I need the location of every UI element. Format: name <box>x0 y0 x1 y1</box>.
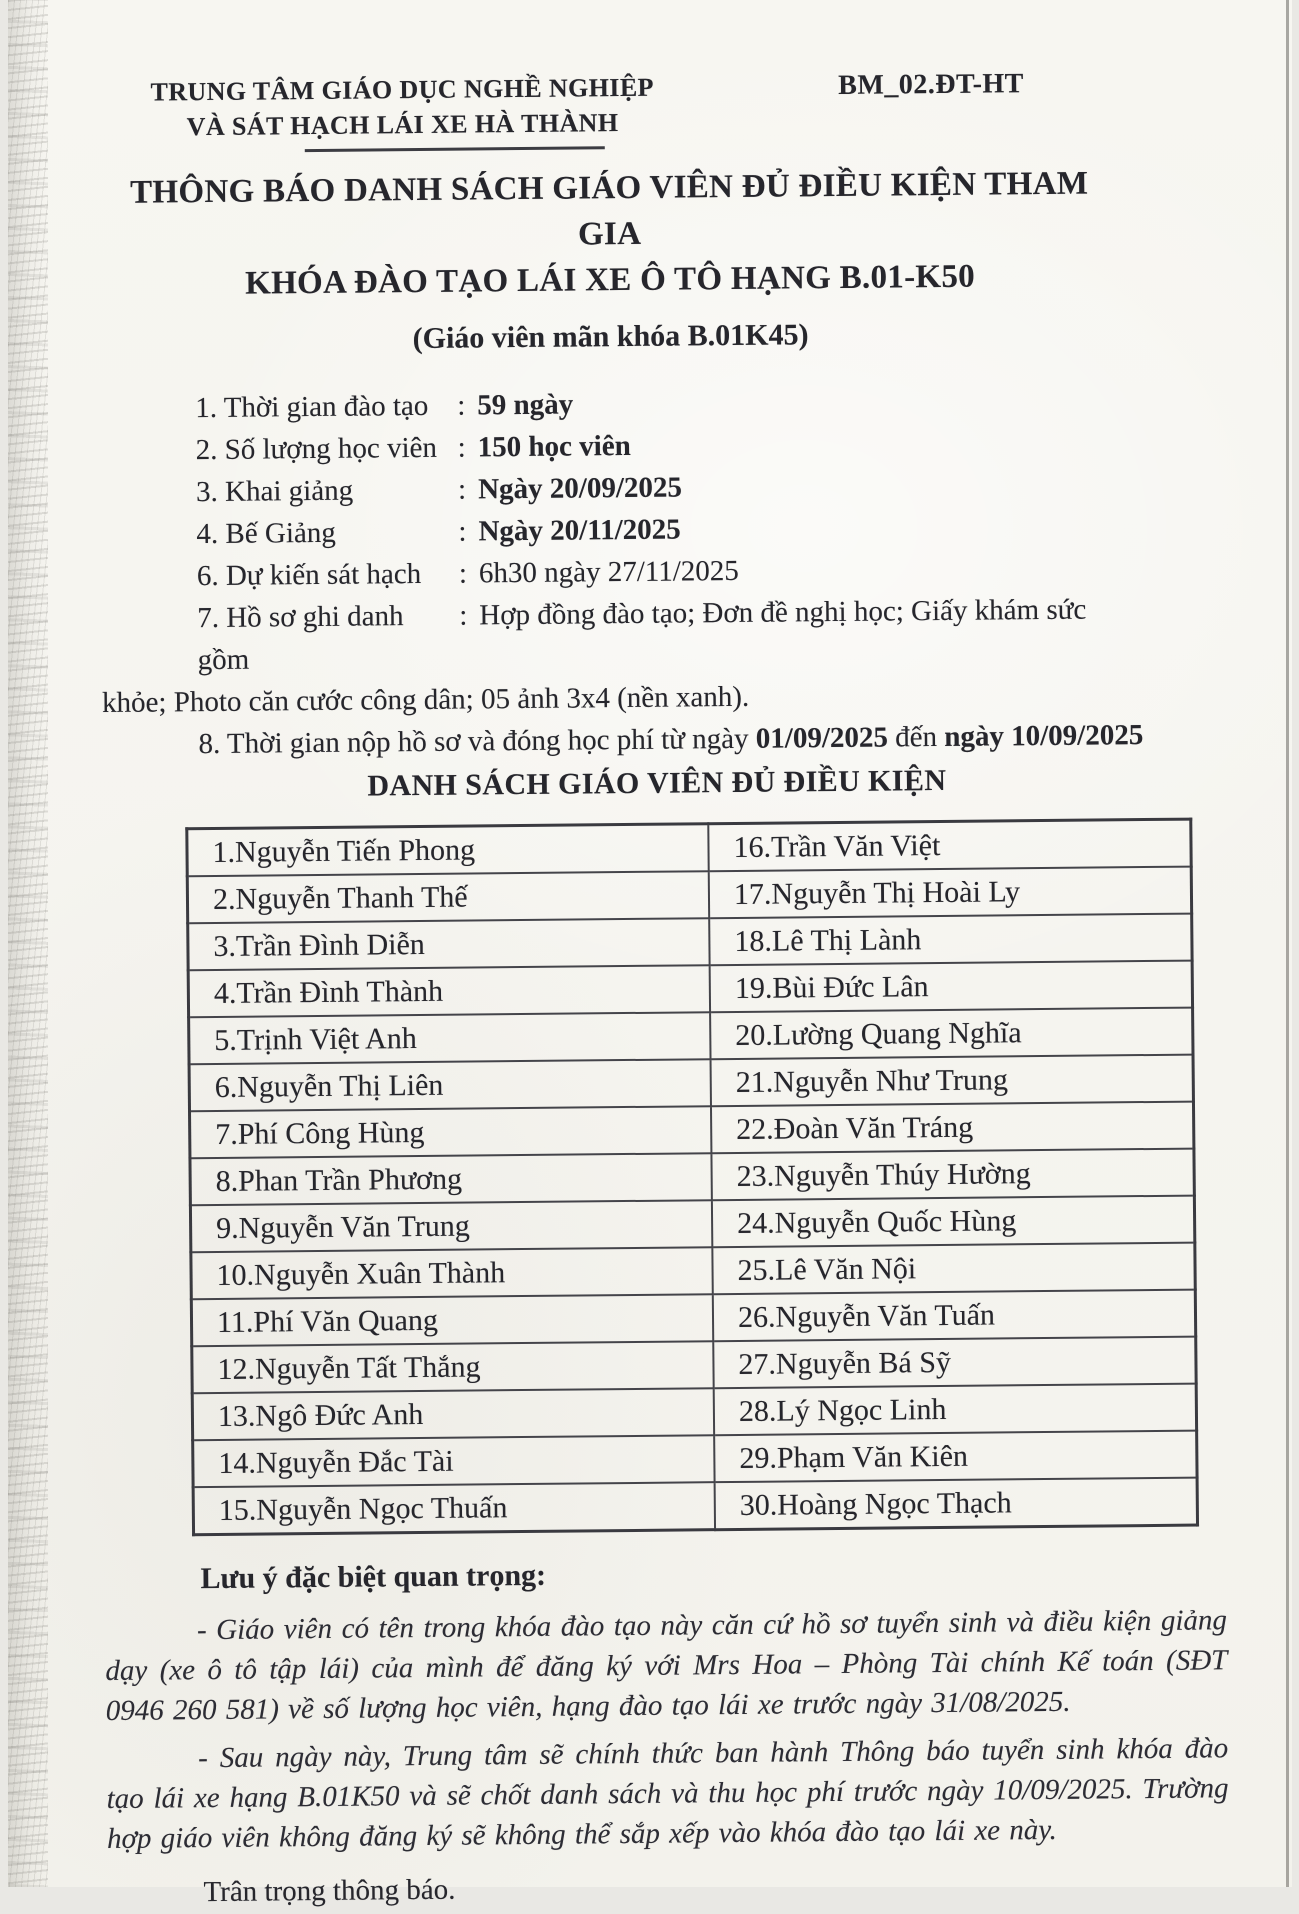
teacher-name-cell: 10.Nguyễn Xuân Thành <box>190 1247 712 1299</box>
table-row <box>193 1478 1197 1535</box>
info-documents-wrap-line: khỏe; Photo căn cước công dân; 05 ảnh 3x4 (nền xanh). <box>101 680 749 720</box>
info-label: 2. Số lượng học viên <box>195 431 437 467</box>
teacher-table-body <box>186 819 1197 1535</box>
teacher-name-cell: 17.Nguyễn Thị Hoài Ly <box>708 867 1191 919</box>
note-paragraph-2: - Sau ngày này, Trung tâm sẽ chính thức ban hành Thông báo tuyển sinh khóa đào tạo lái xe hạng B.01K50 và sẽ chốt danh sách và thu học phí trước ngày 10/09/2025. Trường hợp giáo viên không đăng ký sẽ không thể sắp xếp vào khóa đào tạo lái xe này. <box>105 1732 1229 1856</box>
info-label: 6. Dự kiến sát hạch <box>196 557 421 593</box>
teacher-name-cell: 23.Nguyễn Thúy Hường <box>711 1149 1194 1201</box>
notice-subtitle: (Giáo viên mãn khóa B.01K45) <box>412 318 809 356</box>
teacher-name-cell: 21.Nguyễn Như Trung <box>710 1055 1193 1107</box>
teacher-name-cell: 2.Nguyễn Thanh Thế <box>187 871 709 923</box>
info-separator: : <box>458 599 467 632</box>
notice-title-line2: KHÓA ĐÀO TẠO LÁI XE Ô TÔ HẠNG B.01-K50 <box>244 258 975 302</box>
teacher-name-cell: 9.Nguyễn Văn Trung <box>190 1200 712 1252</box>
teacher-name-cell: 3.Trần Đình Diễn <box>187 918 709 970</box>
info-label: 7. Hồ sơ ghi danh gồm <box>196 600 404 677</box>
info-row-documents <box>197 587 1216 681</box>
organization-name-line2: VÀ SÁT HẠCH LÁI XE HÀ THÀNH <box>186 108 619 142</box>
info-separator: : <box>457 473 466 506</box>
notice-title-line1: THÔNG BÁO DANH SÁCH GIÁO VIÊN ĐỦ ĐIỀU KIỆN THAM GIA <box>129 165 1088 253</box>
teacher-name-cell: 24.Nguyễn Quốc Hùng <box>711 1196 1194 1248</box>
teacher-name-cell: 12.Nguyễn Tất Thắng <box>191 1341 713 1393</box>
scanned-notice-page <box>8 0 1292 1909</box>
teacher-name-cell: 25.Lê Văn Nội <box>712 1243 1195 1295</box>
note-paragraph-1: - Giáo viên có tên trong khóa đào tạo này căn cứ hồ sơ tuyển sinh và điều kiện giảng dạy (xe ô tô tập lái) của mình để đăng ký với Mrs Hoa – Phòng Tài chính Kế toán (SĐT 0946 260 581) về số lượng học viên, hạng đào tạo lái xe trước ngày 31/08/2025. <box>104 1604 1227 1728</box>
teacher-name-cell: 29.Phạm Văn Kiên <box>714 1431 1197 1483</box>
info-row-payment-period <box>198 713 1216 765</box>
teacher-name-cell: 16.Trần Văn Việt <box>708 819 1191 871</box>
organization-name-line1: TRUNG TÂM GIÁO DỤC NGHỀ NGHIỆP <box>149 72 654 107</box>
teacher-list-heading: DANH SÁCH GIÁO VIÊN ĐỦ ĐIỀU KIỆN <box>366 763 947 803</box>
notice-title-block <box>108 160 1110 362</box>
info-value: 59 ngày <box>476 388 573 422</box>
info-value: Hợp đồng đào tạo; Đơn đề nghị học; Giấy khám sức <box>478 593 1086 632</box>
teacher-name-cell: 18.Lê Thị Lành <box>709 914 1192 966</box>
info-separator: : <box>457 515 467 548</box>
teacher-name-cell: 27.Nguyễn Bá Sỹ <box>713 1337 1196 1389</box>
teacher-name-cell: 5.Trịnh Việt Anh <box>188 1012 710 1064</box>
info-value: 150 học viên <box>477 429 631 464</box>
teacher-name-cell: 28.Lý Ngọc Linh <box>713 1384 1196 1436</box>
info-value: Ngày 20/11/2025 <box>477 513 681 548</box>
teacher-name-cell: 22.Đoàn Văn Tráng <box>710 1102 1193 1154</box>
teacher-name-cell: 11.Phí Văn Quang <box>191 1294 713 1346</box>
teacher-name-cell: 4.Trần Đình Thành <box>188 965 710 1017</box>
organization-name <box>142 70 663 154</box>
teacher-name-cell: 13.Ngô Đức Anh <box>192 1388 714 1440</box>
teacher-name-cell: 8.Phan Trần Phương <box>189 1153 711 1205</box>
info-label: 3. Khai giảng <box>195 474 353 509</box>
teacher-name-cell: 19.Bùi Đức Lân <box>709 961 1192 1013</box>
info-label: 4. Bế Giảng <box>195 516 336 551</box>
info-value: 6h30 ngày 27/11/2025 <box>478 554 739 590</box>
info-separator: : <box>456 389 465 422</box>
info-label: 1. Thời gian đào tạo <box>194 389 428 425</box>
closing-line: Trân trọng thông báo. <box>202 1873 456 1909</box>
payment-end-date: ngày 10/09/2025 <box>943 719 1143 753</box>
teacher-name-cell: 1.Nguyễn Tiến Phong <box>186 824 708 877</box>
info-value: Ngày 20/09/2025 <box>477 471 682 506</box>
teacher-table <box>185 818 1199 1537</box>
teacher-name-cell: 20.Lường Quang Nghĩa <box>710 1008 1193 1060</box>
info-separator: : <box>456 431 466 464</box>
payment-start-date: 01/09/2025 <box>755 721 888 755</box>
teacher-name-cell: 30.Hoàng Ngọc Thạch <box>714 1478 1197 1530</box>
form-code: BM_02.ĐT-HT <box>837 68 1024 101</box>
payment-period-middle: đến <box>887 720 944 754</box>
teacher-name-cell: 7.Phí Công Hùng <box>189 1106 711 1158</box>
note-heading: Lưu ý đặc biệt quan trọng: <box>199 1558 546 1596</box>
document-header <box>90 64 1211 154</box>
teacher-name-cell: 14.Nguyễn Đắc Tài <box>192 1435 714 1487</box>
info-separator: : <box>458 557 467 590</box>
course-info-list <box>93 377 1217 766</box>
teacher-name-cell: 26.Nguyễn Văn Tuấn <box>712 1290 1195 1342</box>
teacher-name-cell: 15.Nguyễn Ngọc Thuấn <box>193 1482 715 1535</box>
teacher-name-cell: 6.Nguyễn Thị Liên <box>189 1059 711 1111</box>
payment-period-prefix: 8. Thời gian nộp hồ sơ và đóng học phí từ ngày <box>197 722 756 761</box>
organization-underline <box>304 146 604 152</box>
